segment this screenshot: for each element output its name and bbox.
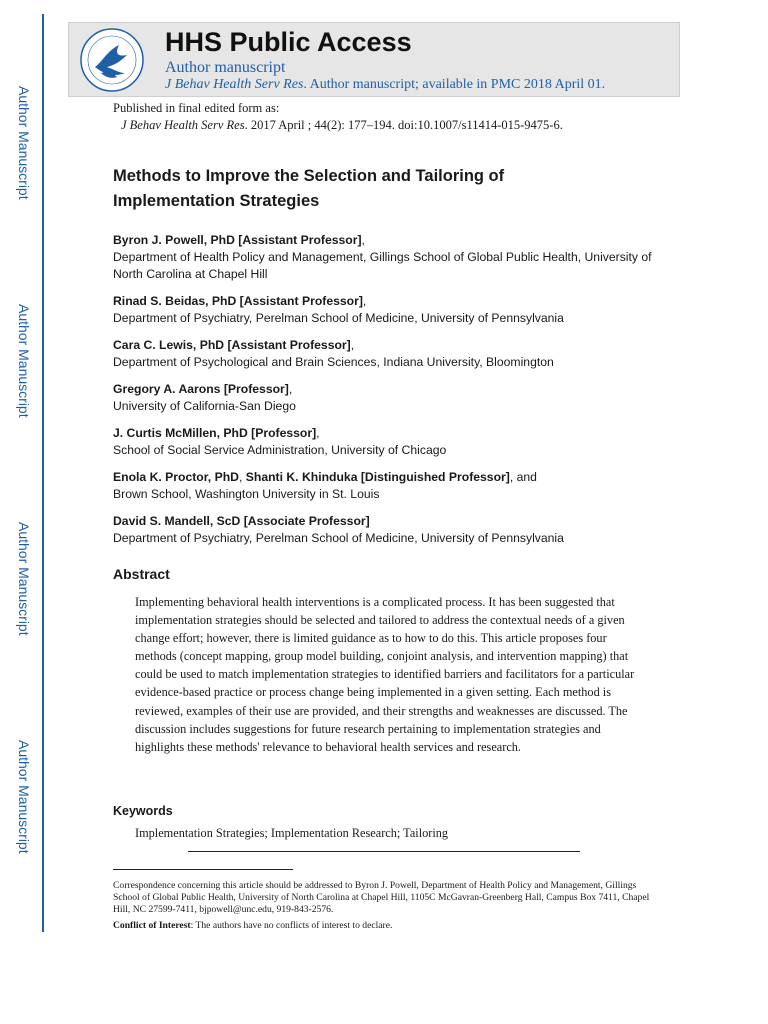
author-entry bbox=[113, 469, 673, 503]
author-affiliation: Department of Psychological and Brain Sciences, Indiana University, Bloomington bbox=[113, 355, 554, 369]
author-name: Byron J. Powell, PhD [Assistant Professor] bbox=[113, 233, 362, 247]
availability-text: . Author manuscript; available in PMC 2018 April 01. bbox=[303, 77, 606, 92]
author-separator: , bbox=[238, 470, 246, 484]
author-entry bbox=[113, 425, 673, 459]
abstract-heading: Abstract bbox=[113, 566, 170, 582]
keywords-heading: Keywords bbox=[113, 804, 173, 818]
author-affiliation: School of Social Service Administration, University of Chicago bbox=[113, 443, 447, 457]
author-affiliation: Brown School, Washington University in St. Louis bbox=[113, 487, 380, 501]
journal-availability-line bbox=[165, 77, 605, 93]
author-name: Shanti K. Khinduka [Distinguished Professor] bbox=[245, 470, 510, 484]
author-entry bbox=[113, 232, 673, 283]
hhs-header bbox=[68, 22, 680, 97]
title-line: Implementation Strategies bbox=[113, 192, 320, 210]
author-entry bbox=[113, 293, 673, 327]
author-separator: , bbox=[350, 338, 355, 352]
side-label-author-manuscript: Author Manuscript bbox=[16, 522, 32, 636]
author-separator: , and bbox=[509, 470, 537, 484]
author-affiliation: Department of Psychiatry, Perelman School of Medicine, University of Pennsylvania bbox=[113, 531, 564, 545]
side-rule bbox=[42, 14, 44, 932]
author-entry bbox=[113, 381, 673, 415]
citation-details: . 2017 April ; 44(2): 177–194. doi:10.1007/s11414-015-9475-6. bbox=[244, 118, 563, 132]
published-label: Published in final edited form as: bbox=[113, 101, 280, 115]
article-title bbox=[113, 164, 633, 214]
coi-text: : The authors have no conflicts of interest to declare. bbox=[190, 920, 393, 931]
author-list bbox=[113, 232, 673, 557]
citation-line bbox=[113, 117, 563, 134]
author-name: Gregory A. Aarons [Professor] bbox=[113, 382, 289, 396]
author-name: J. Curtis McMillen, PhD [Professor] bbox=[113, 426, 317, 440]
abstract-text: Implementing behavioral health interventions is a complicated process. It has been suggested that implementation strategies should be selected and tailored to address the contextual needs of a given change effort; however, there is limited guidance as to how to do this. This article proposes four methods (concept mapping, group model building, conjoint analysis, and intervention mapping) that could be used to match implementation strategies to identified barriers and facilitators for a particular evidence-based practice or process change being implemented in a given setting. Each method is reviewed, examples of their use are provided, and their strengths and weaknesses are discussed. The discussion includes suggestions for future research pertaining to implementation strategies and highlights these methods' relevance to behavioral health services and research. bbox=[135, 595, 635, 754]
journal-abbrev: J Behav Health Serv Res bbox=[165, 77, 304, 92]
publication-info bbox=[113, 100, 563, 134]
hhs-public-access-title: HHS Public Access bbox=[165, 27, 412, 57]
author-separator: , bbox=[361, 233, 365, 247]
author-separator: , bbox=[288, 382, 293, 396]
author-separator: , bbox=[362, 294, 367, 308]
author-affiliation: Department of Health Policy and Management, Gillings School of Global Public Health, University of North Carolina at Chapel Hill bbox=[113, 250, 652, 281]
author-entry bbox=[113, 337, 673, 371]
side-label-author-manuscript: Author Manuscript bbox=[16, 86, 32, 200]
author-affiliation: Department of Psychiatry, Perelman School of Medicine, University of Pennsylvania bbox=[113, 311, 564, 325]
hhs-eagle-seal-icon bbox=[79, 27, 145, 93]
correspondence-footnote: Correspondence concerning this article should be addressed to Byron J. Powell, Department of Health Policy and Management, Gillings School of Global Public Health, University of North Carolina at Chapel Hill, 1105C McGavran-Greenberg Hall, Campus Box 7411, Chapel Hill, NC 27599-7411, bjpowell@unc.edu, 919-843-2576. bbox=[113, 880, 650, 915]
author-name: Cara C. Lewis, PhD [Assistant Professor] bbox=[113, 338, 351, 352]
side-label-author-manuscript: Author Manuscript bbox=[16, 740, 32, 854]
keywords-text: Implementation Strategies; Implementation Research; Tailoring bbox=[135, 826, 449, 840]
author-entry bbox=[113, 513, 673, 547]
author-name: Enola K. Proctor, PhD bbox=[113, 470, 239, 484]
footnote-divider bbox=[113, 869, 293, 870]
author-affiliation: University of California-San Diego bbox=[113, 399, 296, 413]
side-label-author-manuscript: Author Manuscript bbox=[16, 304, 32, 418]
author-separator: , bbox=[316, 426, 320, 440]
title-line: Methods to Improve the Selection and Tailoring of bbox=[113, 167, 505, 185]
citation-journal: J Behav Health Serv Res bbox=[121, 118, 245, 132]
author-manuscript-label: Author manuscript bbox=[165, 59, 286, 76]
conflict-of-interest-footnote bbox=[113, 920, 658, 932]
divider bbox=[188, 851, 580, 852]
author-name: Rinad S. Beidas, PhD [Assistant Professor] bbox=[113, 294, 363, 308]
author-name: David S. Mandell, ScD [Associate Professor] bbox=[113, 514, 370, 528]
coi-label: Conflict of Interest bbox=[113, 920, 191, 931]
